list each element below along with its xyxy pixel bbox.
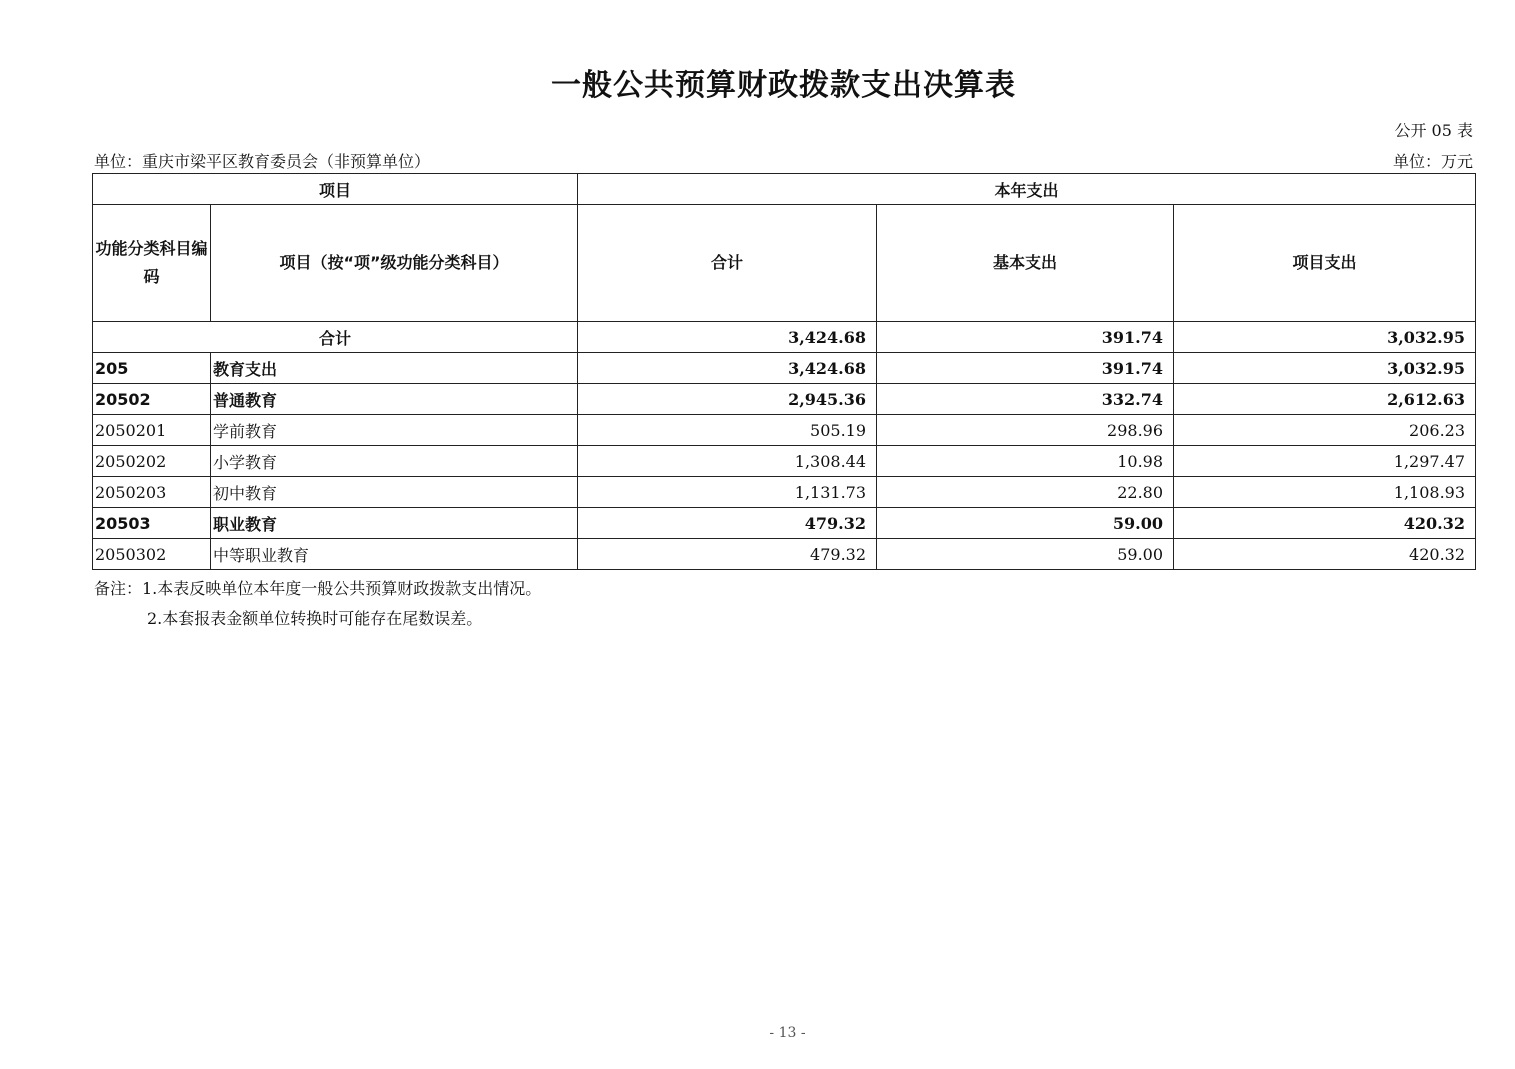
table-row bbox=[93, 353, 1476, 384]
table-row bbox=[93, 446, 1476, 477]
form-number: 公开 05 表 bbox=[1394, 121, 1473, 140]
total-amount: 3,424.68 bbox=[578, 322, 877, 353]
row-name: 学前教育 bbox=[211, 415, 578, 446]
header-item: 项目 bbox=[93, 174, 578, 205]
data-rows bbox=[93, 353, 1476, 570]
header-row-2 bbox=[93, 205, 1476, 322]
row-name: 普通教育 bbox=[211, 384, 578, 415]
row-basic: 59.00 bbox=[877, 508, 1174, 539]
row-project: 3,032.95 bbox=[1174, 353, 1476, 384]
notes bbox=[94, 574, 541, 634]
row-total: 1,308.44 bbox=[578, 446, 877, 477]
row-code: 2050201 bbox=[93, 415, 211, 446]
note-2: 2.本套报表金额单位转换时可能存在尾数误差。 bbox=[147, 609, 483, 628]
row-name: 教育支出 bbox=[211, 353, 578, 384]
table-row bbox=[93, 508, 1476, 539]
row-total: 479.32 bbox=[578, 508, 877, 539]
row-name: 初中教育 bbox=[211, 477, 578, 508]
table-row bbox=[93, 477, 1476, 508]
row-name: 小学教育 bbox=[211, 446, 578, 477]
header-row-1 bbox=[93, 174, 1476, 205]
row-total: 505.19 bbox=[578, 415, 877, 446]
table-row bbox=[93, 415, 1476, 446]
total-label: 合计 bbox=[93, 322, 578, 353]
row-code: 2050302 bbox=[93, 539, 211, 570]
row-project: 1,297.47 bbox=[1174, 446, 1476, 477]
row-basic: 332.74 bbox=[877, 384, 1174, 415]
row-name: 职业教育 bbox=[211, 508, 578, 539]
header-project: 项目支出 bbox=[1174, 205, 1476, 322]
row-project: 206.23 bbox=[1174, 415, 1476, 446]
row-code: 2050203 bbox=[93, 477, 211, 508]
row-project: 1,108.93 bbox=[1174, 477, 1476, 508]
header-code: 功能分类科目编码 bbox=[93, 205, 211, 322]
total-basic: 391.74 bbox=[877, 322, 1174, 353]
expenditure-table bbox=[92, 173, 1476, 570]
table-row bbox=[93, 384, 1476, 415]
header-item-detail: 项目（按“项”级功能分类科目） bbox=[211, 205, 578, 322]
row-total: 3,424.68 bbox=[578, 353, 877, 384]
table-row bbox=[93, 539, 1476, 570]
row-name: 中等职业教育 bbox=[211, 539, 578, 570]
row-basic: 391.74 bbox=[877, 353, 1174, 384]
row-basic: 59.00 bbox=[877, 539, 1174, 570]
header-basic: 基本支出 bbox=[877, 205, 1174, 322]
reporting-unit: 单位：重庆市梁平区教育委员会（非预算单位） bbox=[94, 152, 431, 171]
total-project: 3,032.95 bbox=[1174, 322, 1476, 353]
row-project: 420.32 bbox=[1174, 508, 1476, 539]
row-basic: 10.98 bbox=[877, 446, 1174, 477]
total-row bbox=[93, 322, 1476, 353]
row-total: 2,945.36 bbox=[578, 384, 877, 415]
header-current-year: 本年支出 bbox=[578, 174, 1476, 205]
row-code: 20502 bbox=[93, 384, 211, 415]
row-project: 420.32 bbox=[1174, 539, 1476, 570]
row-basic: 298.96 bbox=[877, 415, 1174, 446]
note-1: 备注：1.本表反映单位本年度一般公共预算财政拨款支出情况。 bbox=[94, 579, 542, 598]
header-total: 合计 bbox=[578, 205, 877, 322]
row-code: 205 bbox=[93, 353, 211, 384]
row-basic: 22.80 bbox=[877, 477, 1174, 508]
page-title: 一般公共预算财政拨款支出决算表 bbox=[551, 68, 1016, 103]
page-number: - 13 - bbox=[769, 1025, 806, 1041]
row-project: 2,612.63 bbox=[1174, 384, 1476, 415]
row-total: 1,131.73 bbox=[578, 477, 877, 508]
currency-unit: 单位：万元 bbox=[1392, 152, 1473, 171]
row-total: 479.32 bbox=[578, 539, 877, 570]
row-code: 2050202 bbox=[93, 446, 211, 477]
row-code: 20503 bbox=[93, 508, 211, 539]
